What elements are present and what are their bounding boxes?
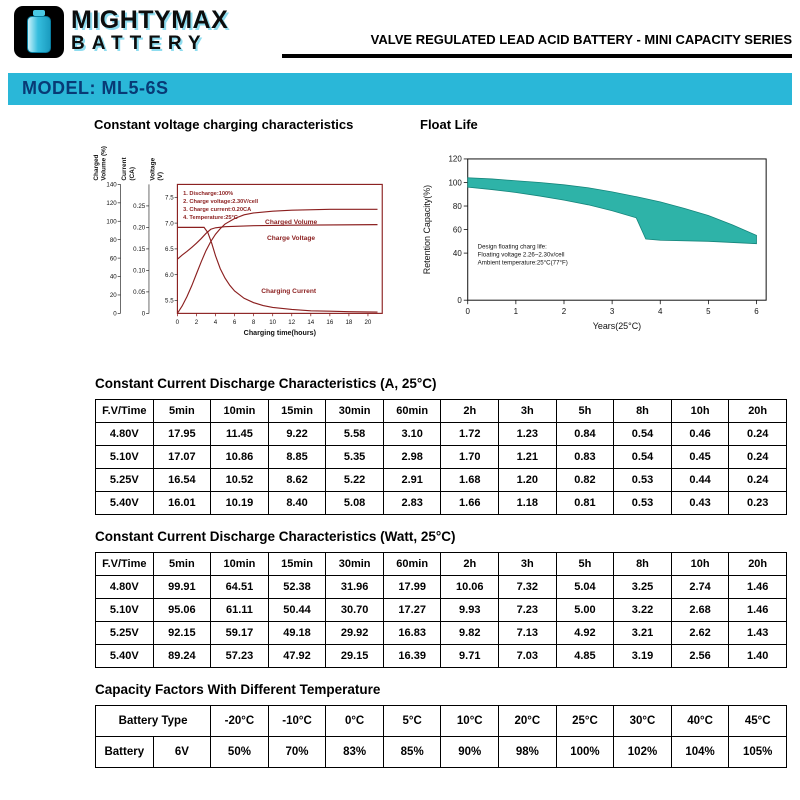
table-cell: 9.93	[441, 599, 499, 622]
charging-chart-block	[88, 117, 392, 362]
column-header: 5min	[153, 553, 211, 576]
svg-text:1. Discharge:100%: 1. Discharge:100%	[183, 190, 234, 197]
svg-text:4. Temperature:25°C: 4. Temperature:25°C	[183, 215, 238, 222]
table-cell: 0.54	[614, 446, 672, 469]
battery-icon	[14, 6, 64, 58]
table-cell: 90%	[441, 737, 499, 768]
model-label: MODEL: ML5-6S	[22, 78, 169, 98]
svg-text:16: 16	[326, 318, 334, 326]
column-header: 15min	[268, 400, 326, 423]
table-cell: 0.82	[556, 469, 614, 492]
svg-text:Ambient temperature:25°C(77°F): Ambient temperature:25°C(77°F)	[477, 259, 568, 267]
column-header: F.V/Time	[96, 400, 154, 423]
column-header: -20°C	[211, 706, 269, 737]
watt-discharge-section	[95, 529, 787, 668]
table-cell: 16.39	[383, 645, 441, 668]
svg-text:0: 0	[465, 307, 470, 317]
svg-text:120: 120	[106, 200, 117, 208]
capacity-factors-table	[95, 705, 787, 768]
table-cell: 4.80V	[96, 576, 154, 599]
header-row	[96, 553, 787, 576]
column-header: 10min	[211, 400, 269, 423]
table-row	[96, 492, 787, 515]
brand-name-line2: BATTERY	[71, 33, 208, 55]
column-header: 2h	[441, 553, 499, 576]
column-header: 2h	[441, 400, 499, 423]
table-cell: 100%	[556, 737, 614, 768]
charging-characteristics-chart	[88, 137, 392, 357]
table-row	[96, 576, 787, 599]
model-banner	[8, 73, 792, 105]
table-cell: 5.00	[556, 599, 614, 622]
table-cell: 9.82	[441, 622, 499, 645]
table-cell: 105%	[729, 737, 787, 768]
column-header: 30min	[326, 400, 384, 423]
float-life-chart-title: Float Life	[420, 117, 478, 132]
table-cell: 0.53	[614, 469, 672, 492]
svg-text:6: 6	[232, 318, 237, 326]
column-header: 5h	[556, 400, 614, 423]
table-row	[96, 469, 787, 492]
svg-text:4: 4	[658, 307, 663, 317]
table-cell: 5.35	[326, 446, 384, 469]
table-cell: 0.23	[729, 492, 787, 515]
svg-text:6: 6	[754, 307, 759, 317]
svg-text:120: 120	[448, 154, 462, 164]
table-cell: 95.06	[153, 599, 211, 622]
table-cell: 8.85	[268, 446, 326, 469]
svg-text:Charging Current: Charging Current	[261, 288, 317, 296]
table-cell: 29.92	[326, 622, 384, 645]
svg-text:10: 10	[269, 318, 277, 326]
column-header: 10min	[211, 553, 269, 576]
table-cell: 17.95	[153, 423, 211, 446]
svg-text:(CA): (CA)	[128, 167, 136, 181]
table-row	[96, 737, 787, 768]
table-cell: 83%	[326, 737, 384, 768]
column-header: 10h	[671, 553, 729, 576]
column-header: 10h	[671, 400, 729, 423]
table-cell: 0.84	[556, 423, 614, 446]
svg-text:100: 100	[448, 178, 462, 188]
table-row	[96, 645, 787, 668]
table-cell: 0.45	[671, 446, 729, 469]
svg-text:Charged Volume: Charged Volume	[265, 219, 318, 227]
column-header: 20°C	[499, 706, 557, 737]
svg-text:80: 80	[452, 201, 462, 211]
svg-text:2: 2	[561, 307, 567, 317]
table-cell: 3.25	[614, 576, 672, 599]
table-cell: 70%	[268, 737, 326, 768]
table-cell: 50.44	[268, 599, 326, 622]
table-cell: 7.32	[499, 576, 557, 599]
table-cell: 10.86	[211, 446, 269, 469]
charging-chart-title: Constant voltage charging characteristics	[94, 117, 354, 132]
table-cell: 5.10V	[96, 599, 154, 622]
table-cell: 0.53	[614, 492, 672, 515]
column-header: 3h	[499, 553, 557, 576]
svg-text:2: 2	[194, 318, 199, 326]
table-cell: 1.40	[729, 645, 787, 668]
table-cell: 4.80V	[96, 423, 154, 446]
table-cell: 49.18	[268, 622, 326, 645]
svg-text:Years(25°C): Years(25°C)	[592, 321, 642, 332]
table-cell: 10.19	[211, 492, 269, 515]
table-cell: 4.92	[556, 622, 614, 645]
svg-text:2. Charge voltage:2.30V/cell: 2. Charge voltage:2.30V/cell	[183, 198, 259, 205]
column-header: 8h	[614, 400, 672, 423]
svg-text:20: 20	[364, 318, 372, 326]
table-cell: 11.45	[211, 423, 269, 446]
table-cell: 5.04	[556, 576, 614, 599]
capacity-table-title: Capacity Factors With Different Temperature	[95, 682, 381, 697]
table-cell: 30.70	[326, 599, 384, 622]
table-cell: 9.22	[268, 423, 326, 446]
svg-text:0.10: 0.10	[133, 267, 146, 275]
table-cell: 0.43	[671, 492, 729, 515]
column-header: 60min	[383, 553, 441, 576]
watt-discharge-table	[95, 552, 787, 668]
svg-text:0: 0	[141, 310, 146, 318]
table-cell: 1.20	[499, 469, 557, 492]
table-cell: 89.24	[153, 645, 211, 668]
table-row	[96, 446, 787, 469]
table-cell: 3.10	[383, 423, 441, 446]
svg-text:18: 18	[345, 318, 353, 326]
column-header: 20h	[729, 400, 787, 423]
svg-text:40: 40	[109, 273, 117, 281]
charts-row	[88, 117, 800, 362]
table-cell: 5.40V	[96, 492, 154, 515]
svg-text:5: 5	[706, 307, 711, 317]
column-header: 40°C	[671, 706, 729, 737]
svg-text:7.5: 7.5	[165, 194, 174, 202]
svg-text:4: 4	[213, 318, 218, 326]
table-row	[96, 599, 787, 622]
table-cell: 10.52	[211, 469, 269, 492]
column-header: -10°C	[268, 706, 326, 737]
table-cell: 5.10V	[96, 446, 154, 469]
svg-text:140: 140	[106, 181, 117, 189]
table-cell: 57.23	[211, 645, 269, 668]
column-header: 8h	[614, 553, 672, 576]
table-cell: 5.22	[326, 469, 384, 492]
table-cell: 5.25V	[96, 469, 154, 492]
table-cell: 17.27	[383, 599, 441, 622]
svg-text:Floating voltage 2.26~2.30v/ce: Floating voltage 2.26~2.30v/cell	[477, 251, 565, 259]
table-cell: 0.81	[556, 492, 614, 515]
table-cell: 5.25V	[96, 622, 154, 645]
table-cell: 0.24	[729, 446, 787, 469]
svg-text:0: 0	[113, 310, 117, 318]
table-cell: 2.56	[671, 645, 729, 668]
table-cell: 99.91	[153, 576, 211, 599]
column-header: 60min	[383, 400, 441, 423]
svg-text:12: 12	[288, 318, 296, 326]
table-cell: 5.58	[326, 423, 384, 446]
table-cell: 4.85	[556, 645, 614, 668]
table-cell: 16.54	[153, 469, 211, 492]
svg-text:Current: Current	[121, 157, 129, 181]
table-cell: 16.83	[383, 622, 441, 645]
table-cell: 16.01	[153, 492, 211, 515]
table-cell: 92.15	[153, 622, 211, 645]
svg-text:5.5: 5.5	[165, 297, 174, 305]
column-header: 0°C	[326, 706, 384, 737]
table-cell: 17.07	[153, 446, 211, 469]
table-cell: 0.24	[729, 423, 787, 446]
svg-text:Charge Voltage: Charge Voltage	[266, 235, 316, 243]
svg-text:60: 60	[109, 255, 117, 263]
column-header: 5min	[153, 400, 211, 423]
table-cell: 1.70	[441, 446, 499, 469]
table-cell: 85%	[383, 737, 441, 768]
float-life-chart	[416, 137, 794, 348]
svg-text:0: 0	[175, 318, 180, 326]
column-header: 15min	[268, 553, 326, 576]
brand-text	[71, 8, 228, 56]
column-header: 25°C	[556, 706, 614, 737]
table-cell: 2.62	[671, 622, 729, 645]
table-cell: 9.71	[441, 645, 499, 668]
svg-text:14: 14	[307, 318, 315, 326]
table-cell: 6V	[153, 737, 211, 768]
table-cell: 1.66	[441, 492, 499, 515]
column-header: 5h	[556, 553, 614, 576]
watt-table-title: Constant Current Discharge Characteristics (Watt, 25°C)	[95, 529, 456, 544]
header-row	[96, 400, 787, 423]
svg-text:0: 0	[457, 295, 462, 305]
column-header: 10°C	[441, 706, 499, 737]
capacity-factors-section	[95, 682, 787, 768]
svg-text:Design floating charg life:: Design floating charg life:	[477, 243, 547, 251]
svg-text:3. Charge current:0.20CA: 3. Charge current:0.20CA	[183, 206, 252, 213]
table-cell: 98%	[499, 737, 557, 768]
table-cell: 0.44	[671, 469, 729, 492]
svg-text:80: 80	[109, 236, 117, 244]
svg-text:0.15: 0.15	[133, 246, 146, 254]
table-cell: 7.13	[499, 622, 557, 645]
table-cell: 2.74	[671, 576, 729, 599]
table-cell: 17.99	[383, 576, 441, 599]
series-title: VALVE REGULATED LEAD ACID BATTERY - MINI CAPACITY SERIES	[282, 32, 792, 58]
table-cell: 64.51	[211, 576, 269, 599]
table-cell: 29.15	[326, 645, 384, 668]
table-cell: 10.06	[441, 576, 499, 599]
table-cell: 7.03	[499, 645, 557, 668]
table-row	[96, 622, 787, 645]
column-header: 5°C	[383, 706, 441, 737]
svg-text:0.20: 0.20	[133, 224, 146, 232]
svg-text:0.25: 0.25	[133, 203, 146, 211]
table-cell: 52.38	[268, 576, 326, 599]
column-header: F.V/Time	[96, 553, 154, 576]
table-cell: 1.21	[499, 446, 557, 469]
column-header: 3h	[499, 400, 557, 423]
page-header	[0, 0, 800, 58]
table-cell: 8.62	[268, 469, 326, 492]
column-header: 20h	[729, 553, 787, 576]
column-header: 30°C	[614, 706, 672, 737]
svg-text:Charging time(hours): Charging time(hours)	[243, 329, 316, 338]
table-cell: Battery	[96, 737, 154, 768]
amp-discharge-table	[95, 399, 787, 515]
table-cell: 3.21	[614, 622, 672, 645]
table-cell: 104%	[671, 737, 729, 768]
svg-text:60: 60	[452, 225, 462, 235]
svg-text:3: 3	[609, 307, 615, 317]
table-cell: 2.68	[671, 599, 729, 622]
table-cell: 5.08	[326, 492, 384, 515]
table-cell: 0.46	[671, 423, 729, 446]
table-cell: 1.43	[729, 622, 787, 645]
amp-discharge-section	[95, 376, 787, 515]
svg-text:Volume (%): Volume (%)	[100, 146, 108, 181]
svg-text:(V): (V)	[157, 172, 165, 181]
svg-text:7.0: 7.0	[165, 220, 174, 228]
svg-text:0.05: 0.05	[133, 289, 146, 297]
table-cell: 1.68	[441, 469, 499, 492]
svg-text:8: 8	[251, 318, 256, 326]
svg-text:1: 1	[513, 307, 519, 317]
float-life-chart-block	[416, 117, 794, 362]
table-cell: 1.46	[729, 576, 787, 599]
svg-text:40: 40	[452, 248, 462, 258]
brand-logo	[14, 6, 282, 58]
column-header: 30min	[326, 553, 384, 576]
svg-text:6.5: 6.5	[165, 246, 174, 254]
svg-text:Charged: Charged	[92, 154, 100, 181]
amp-table-title: Constant Current Discharge Characteristics (A, 25°C)	[95, 376, 437, 391]
table-cell: 0.24	[729, 469, 787, 492]
svg-text:6.0: 6.0	[165, 271, 174, 279]
table-cell: 2.83	[383, 492, 441, 515]
table-cell: 0.54	[614, 423, 672, 446]
table-cell: 5.40V	[96, 645, 154, 668]
header-row	[96, 706, 787, 737]
table-cell: 50%	[211, 737, 269, 768]
table-cell: 0.83	[556, 446, 614, 469]
battery-body-icon	[27, 16, 51, 53]
table-cell: 7.23	[499, 599, 557, 622]
table-cell: 1.18	[499, 492, 557, 515]
table-cell: 47.92	[268, 645, 326, 668]
table-cell: 3.19	[614, 645, 672, 668]
table-cell: 59.17	[211, 622, 269, 645]
column-header: 45°C	[729, 706, 787, 737]
table-cell: 102%	[614, 737, 672, 768]
table-cell: 3.22	[614, 599, 672, 622]
column-header: Battery Type	[96, 706, 211, 737]
table-cell: 1.46	[729, 599, 787, 622]
table-cell: 2.98	[383, 446, 441, 469]
svg-text:Retention Capacity(%): Retention Capacity(%)	[421, 184, 432, 275]
retention-capacity-band	[468, 178, 757, 244]
table-cell: 2.91	[383, 469, 441, 492]
table-cell: 61.11	[211, 599, 269, 622]
table-cell: 1.72	[441, 423, 499, 446]
table-cell: 1.23	[499, 423, 557, 446]
table-cell: 31.96	[326, 576, 384, 599]
svg-text:20: 20	[109, 292, 117, 300]
table-cell: 8.40	[268, 492, 326, 515]
svg-text:100: 100	[106, 218, 117, 226]
table-row	[96, 423, 787, 446]
svg-text:Voltage: Voltage	[149, 157, 157, 181]
brand-name-line1: MIGHTYMAX	[71, 6, 229, 35]
